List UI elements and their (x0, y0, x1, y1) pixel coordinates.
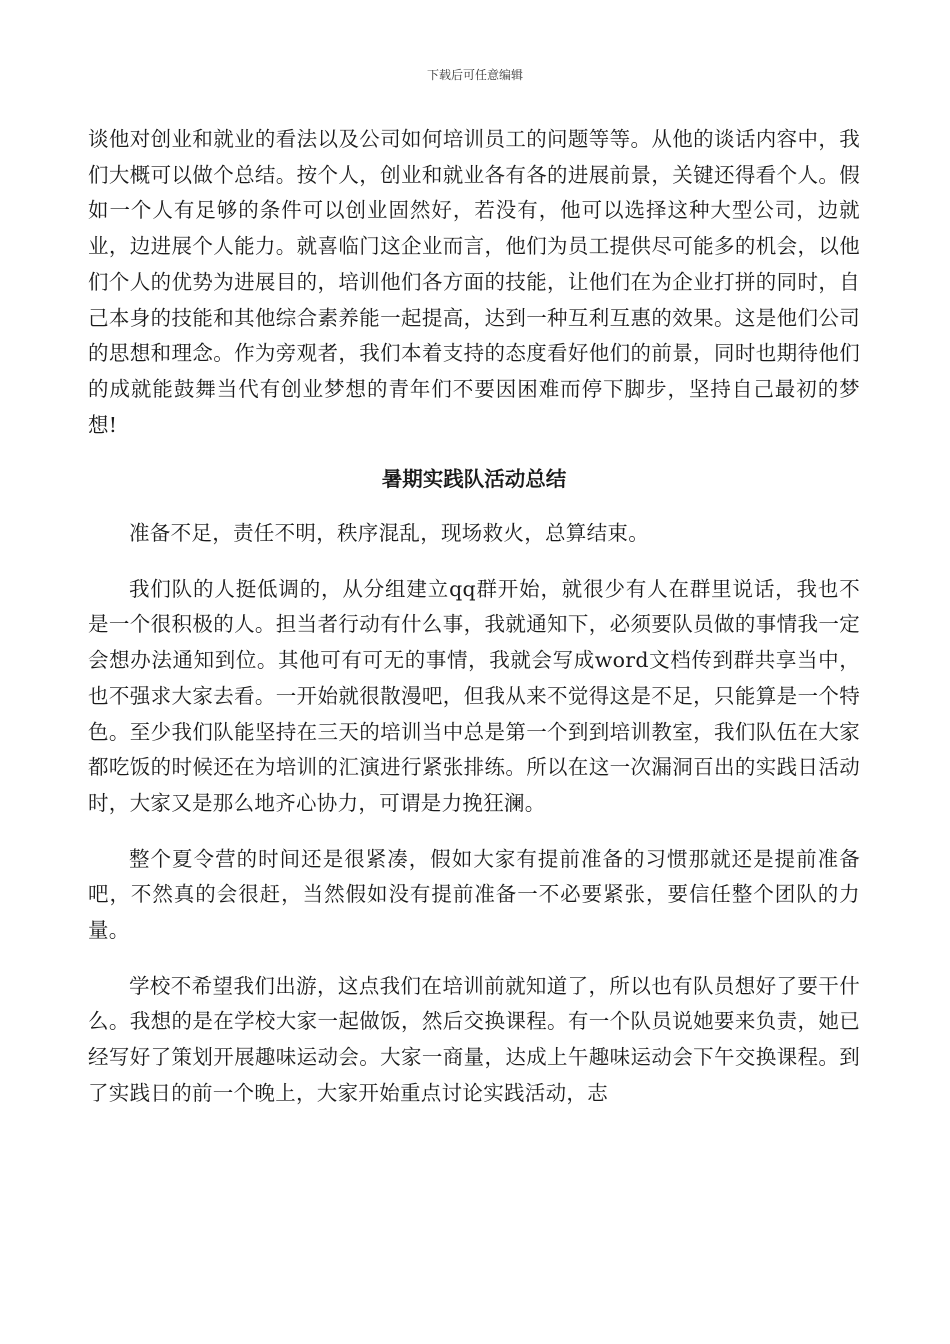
paragraph-2: 我们队的人挺低调的，从分组建立qq群开始，就很少有人在群里说话，我也不是一个很积极的人。担当者行动有什么事，我就通知下，必须要队员做的事情我一定会想办法通知到位。其他可有可无的事情，我就会写成word文档传到群共享当中，也不强求大家去看。一开始就很散漫吧，但我从来不觉得这是不足，只能算是一个特色。至少我们队能坚持在三天的培训当中总是第一个到到培训教室，我们队伍在大家都吃饭的时候还在为培训的汇演进行紧张排练。所以在这一次漏洞百出的实践日活动时，大家又是那么地齐心协力，可谓是力挽狂澜。 (88, 576, 860, 815)
page-header: 下载后可任意编辑 (426, 68, 523, 82)
paragraph-1: 准备不足，责任不明，秩序混乱，现场救火，总算结束。 (129, 521, 649, 546)
paragraph-intro: 谈他对创业和就业的看法以及公司如何培训员工的问题等等。从他的谈话内容中，我们大概可以做个总结。按个人，创业和就业各有各的进展前景，关键还得看个人。假如一个人有足够的条件可以创业固然好，若没有，他可以选择这种大型公司，边就业，边进展个人能力。就喜临门这企业而言，他们为员工提供尽可能多的机会，以他们个人的优势为进展目的，培训他们各方面的技能，让他们在为企业打拼的同时，自己本身的技能和其他综合素养能一起提高，达到一种互利互惠的效果。这是他们公司的思想和理念。作为旁观者，我们本着支持的态度看好他们的前景，同时也期待他们的成就能鼓舞当代有创业梦想的青年们不要因困难而停下脚步，坚持自己最初的梦想! (88, 127, 860, 437)
paragraph-4: 学校不希望我们出游，这点我们在培训前就知道了，所以也有队员想好了要干什么。我想的是在学校大家一起做饭，然后交换课程。有一个队员说她要来负责，她已经写好了策划开展趣味运动会。大家一商量，达成上午趣味运动会下午交换课程。到了实践日的前一个晚上，大家开始重点讨论实践活动，志 (88, 973, 860, 1105)
document-body (88, 122, 860, 1112)
section-title: 暑期实践队活动总结 (381, 467, 567, 492)
paragraph-3: 整个夏令营的时间还是很紧凑，假如大家有提前准备的习惯那就还是提前准备吧，不然真的会很赶，当然假如没有提前准备一不必要紧张，要信任整个团队的力量。 (88, 846, 860, 943)
